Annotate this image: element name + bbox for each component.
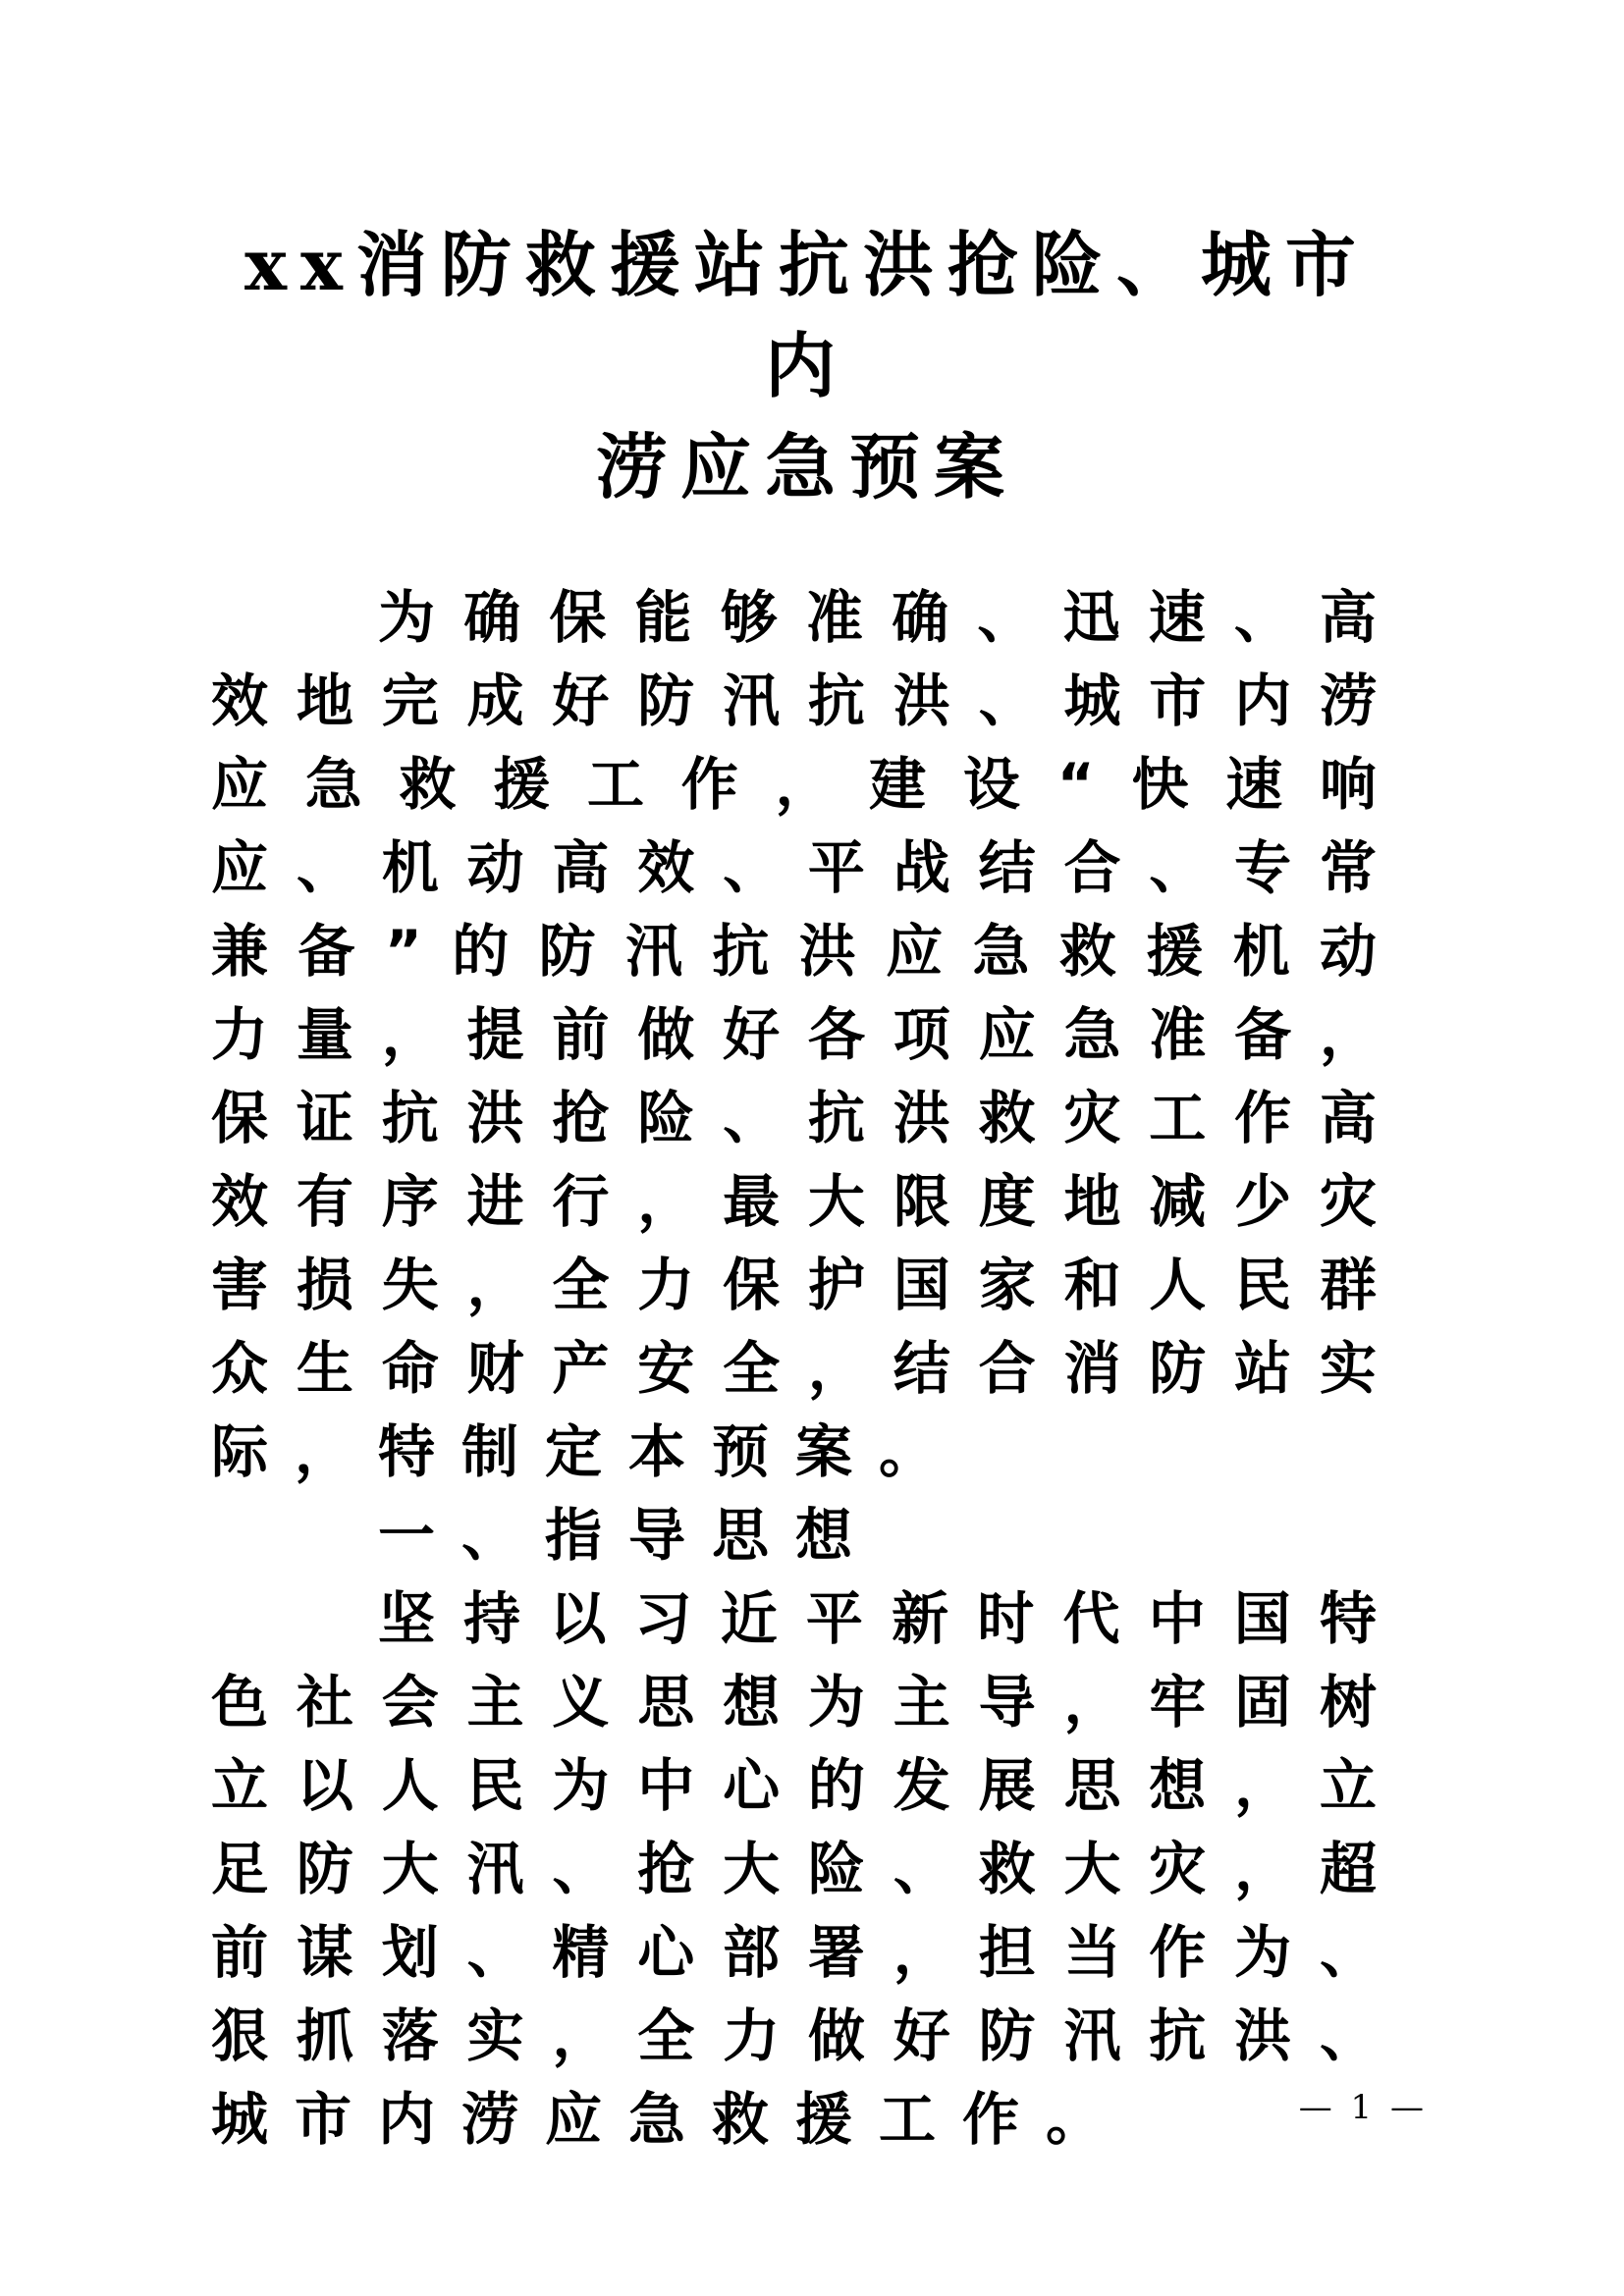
paragraph-intro: 为确保能够准确、迅速、高效地完成好防汛抗洪、城市内涝应急救援工作，建设“快速响应、机动高效、平战结合、专常兼备”的防汛抗洪应急救援机动力量，提前做好各项应急准备，保证抗洪抢险、抗洪救灾工作高效有序进行，最大限度地减少灾害损失，全力保护国家和人民群众生命财产安全，结合消防站实际，特制定本预案。: [211, 584, 1403, 1485]
section-heading-guiding-ideology: 一、指导思想: [378, 1502, 880, 1569]
page-number: — 1 —: [1298, 2088, 1428, 2127]
title-line-1: xx消防救援站抗洪抢险、城市内: [244, 223, 1370, 407]
document-body: [211, 576, 1403, 2162]
document-title: [211, 214, 1403, 517]
title-line-2: 涝应急预案: [595, 425, 1018, 508]
document-content: [211, 214, 1403, 2162]
paragraph-guiding-ideology: 坚持以习近平新时代中国特色社会主义思想为主导，牢固树立以人民为中心的发展思想，立足防大汛、抢大险、救大灾，超前谋划、精心部署，担当作为、狠抓落实，全力做好防汛抗洪、城市内涝应急救援工作。: [211, 1585, 1403, 2153]
